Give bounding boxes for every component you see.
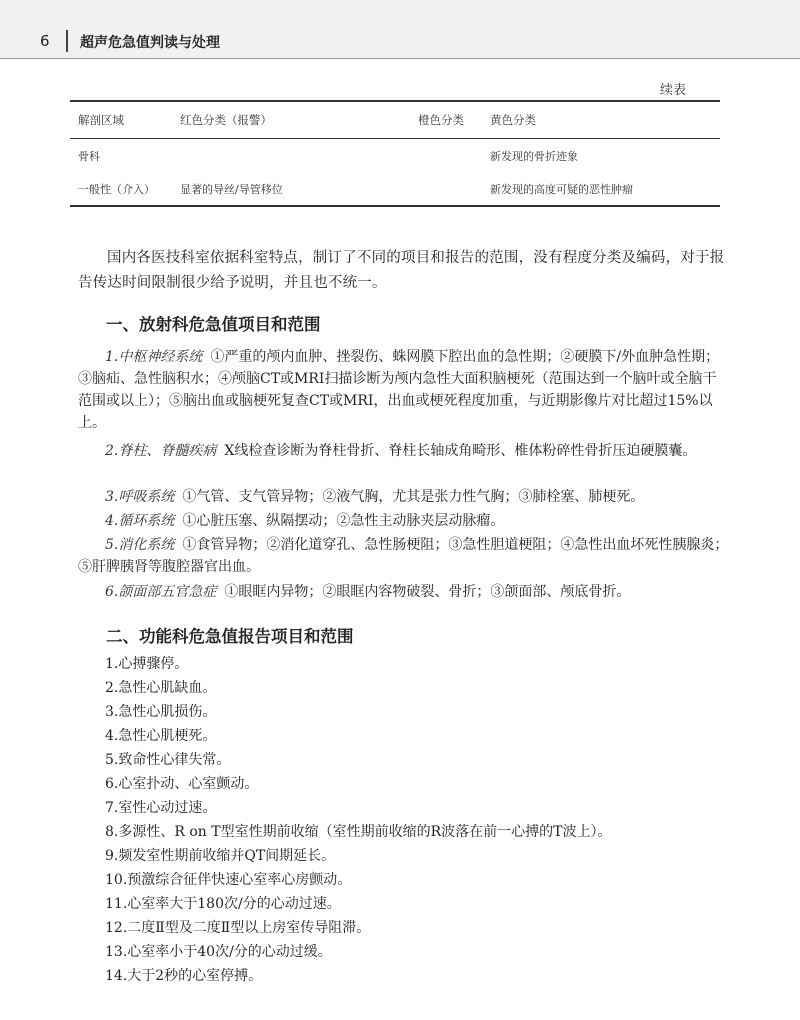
item-label: 3.呼吸系统 <box>105 489 175 505</box>
section-heading-functional: 二、功能科危急值报告项目和范围 <box>106 627 354 646</box>
radiology-item <box>78 581 730 603</box>
radiology-item <box>78 534 730 578</box>
functional-item: 9.频发室性期前收缩并QT间期延长。 <box>105 848 336 864</box>
table-header-row <box>70 101 720 139</box>
functional-item: 10.预激综合征伴快速心室率心房颤动。 <box>105 872 352 888</box>
table-header-cell: 解剖区域 <box>70 101 180 139</box>
book-title: 超声危急值判读与处理 <box>80 35 220 51</box>
functional-item: 6.心室扑动、心室颤动。 <box>105 776 259 792</box>
item-text: ①食管异物；②消化道穿孔、急性肠梗阻；③急性胆道梗阻；④急性出血坏死性胰腺炎；⑤肝脾胰肾等腹腔器官出血。 <box>78 537 729 575</box>
functional-item: 2.急性心肌缺血。 <box>105 680 217 696</box>
table-header-cell: 红色分类（报警） <box>180 101 418 139</box>
functional-item: 8.多源性、R on T型室性期前收缩（室性期前收缩的R波落在前一心搏的T波上）。 <box>105 824 612 840</box>
table-row <box>70 172 720 206</box>
header-divider <box>66 30 68 52</box>
item-label: 2.脊柱、脊髓疾病 <box>105 443 217 459</box>
item-label: 5.消化系统 <box>105 537 175 553</box>
table-header-cell: 橙色分类 <box>418 101 490 139</box>
item-label: 4.循环系统 <box>105 513 175 529</box>
classification-table <box>70 100 720 207</box>
functional-item: 1.心搏骤停。 <box>105 656 189 672</box>
table-cell: 骨科 <box>78 149 100 163</box>
radiology-item <box>78 440 730 462</box>
page-header <box>0 0 800 59</box>
item-label: 6.颌面部五官急症 <box>105 584 217 600</box>
intro-paragraph: 国内各医技科室依据科室特点，制订了不同的项目和报告的范围，没有程度分类及编码，对于报告传达时间限制很少给予说明，并且也不统一。 <box>78 250 725 291</box>
table-cell: 显著的导丝/导管移位 <box>180 172 418 206</box>
radiology-item <box>78 510 730 532</box>
functional-item: 7.室性心动过速。 <box>105 800 217 816</box>
page-number: 6 <box>40 32 50 50</box>
table-cell: 一般性（介入） <box>70 172 180 206</box>
functional-item: 14.大于2秒的心室停搏。 <box>105 968 263 984</box>
table-header-cell: 黄色分类 <box>490 101 720 139</box>
functional-item: 12.二度Ⅱ型及二度Ⅱ型以上房室传导阻滞。 <box>105 920 371 936</box>
item-text: ①心脏压塞、纵隔摆动；②急性主动脉夹层动脉瘤。 <box>182 513 505 529</box>
functional-item: 3.急性心肌损伤。 <box>105 704 217 720</box>
functional-item: 5.致命性心律失常。 <box>105 752 231 768</box>
table-cell: 新发现的高度可疑的恶性肿瘤 <box>490 172 720 206</box>
radiology-item <box>78 486 730 508</box>
table-row <box>70 139 720 173</box>
table-cell <box>418 139 490 173</box>
radiology-item <box>78 346 730 434</box>
functional-item: 11.心室率大于180次/分的心动过速。 <box>105 896 341 912</box>
table-continued-label: 续表 <box>660 83 687 98</box>
item-label: 1.中枢神经系统 <box>105 349 203 365</box>
item-text: ①气管、支气管异物；②液气胸，尤其是张力性气胸；③肺栓塞、肺梗死。 <box>182 489 645 505</box>
table-cell <box>418 172 490 206</box>
item-text: ①严重的颅内血肿、挫裂伤、蛛网膜下腔出血的急性期；②硬膜下/外血肿急性期；③脑疝、急性脑积水；④颅脑CT或MRI扫描诊断为颅内急性大面积脑梗死（范围达到一个脑叶或全脑干范围或以上）；⑤脑出血或脑梗死复查CT或MRI，出血或梗死程度加重，与近期影像片对比超过15%以上。 <box>78 349 720 431</box>
table-cell: 新发现的骨折迹象 <box>490 149 578 163</box>
table-cell <box>180 139 418 173</box>
functional-item: 13.心室率小于40次/分的心动过缓。 <box>105 944 332 960</box>
item-text: ①眼眶内异物；②眼眶内容物破裂、骨折；③颌面部、颅底骨折。 <box>224 584 631 600</box>
item-text: X线检查诊断为脊柱骨折、脊柱长轴成角畸形、椎体粉碎性骨折压迫硬膜囊。 <box>224 443 697 459</box>
section-heading-radiology: 一、放射科危急值项目和范围 <box>106 315 321 334</box>
functional-item: 4.急性心肌梗死。 <box>105 728 217 744</box>
